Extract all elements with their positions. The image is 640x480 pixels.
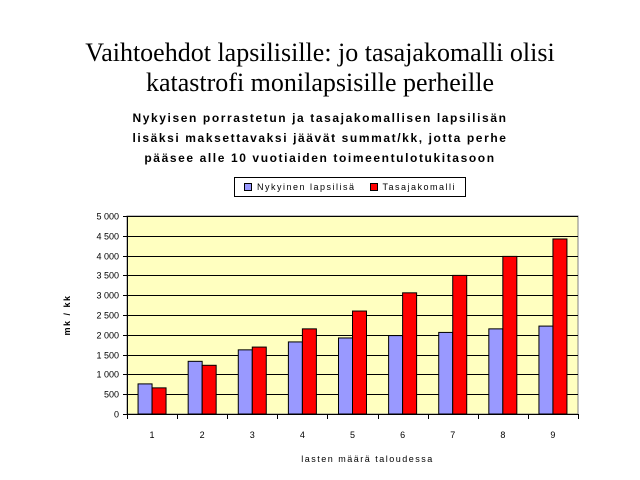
y-tick-label: 3 000 (96, 290, 119, 301)
y-tick-label: 4 000 (96, 251, 119, 262)
bar-nykyinen-2 (188, 361, 202, 414)
bar-nykyinen-7 (439, 332, 453, 414)
bar-nykyinen-8 (489, 329, 503, 414)
bar-tasajako-4 (302, 329, 316, 414)
y-tick-label: 5 000 (96, 211, 119, 222)
y-tick-labels (96, 212, 119, 420)
bar-nykyinen-9 (539, 326, 553, 414)
x-tick-label: 8 (500, 430, 506, 440)
x-tick-label: 4 (299, 430, 305, 440)
y-tick-label: 4 500 (96, 231, 119, 242)
y-tick-label: 0 (113, 409, 119, 420)
y-tick-label: 2 000 (96, 330, 119, 341)
bar-tasajako-6 (403, 293, 417, 414)
x-tick-label: 5 (349, 430, 356, 440)
x-axis-label: lasten määrä taloudessa (301, 454, 434, 464)
x-tick-label: 2 (199, 430, 205, 440)
x-tick-labels (150, 430, 556, 440)
x-tick-label: 6 (400, 430, 406, 440)
y-tick-label: 1 500 (96, 350, 119, 361)
y-tick-label: 1 000 (96, 369, 119, 380)
bar-tasajako-8 (503, 256, 517, 414)
x-tick-label: 9 (550, 430, 556, 440)
slide-title-line-1: Vaihtoehdot lapsilisille: jo tasajakomalli olisi (85, 38, 555, 67)
chart-title-line-2: lisäksi maksettavaksi jäävät summat/kk, jotta perhe (132, 131, 508, 145)
bar-nykyinen-3 (238, 350, 252, 414)
bar-tasajako-9 (553, 239, 567, 414)
bar-tasajako-2 (202, 365, 216, 414)
slide-title-line-2: katastrofi monilapsisille perheille (145, 68, 495, 97)
x-tick-label: 7 (450, 430, 456, 440)
legend-label-tasajako: Tasajakomalli (382, 182, 457, 192)
legend-label-nykyinen: Nykyinen lapsilisä (256, 182, 356, 192)
x-tick-label: 3 (249, 430, 255, 440)
bar-nykyinen-4 (288, 342, 302, 414)
y-tick-label: 2 500 (96, 310, 119, 321)
bar-tasajako-5 (353, 311, 367, 414)
y-tick-label: 500 (103, 389, 119, 400)
bar-nykyinen-1 (138, 384, 152, 414)
bar-tasajako-3 (252, 347, 266, 414)
chart-title-line-3: pääsee alle 10 vuotiaiden toimeentulotukitasoon (144, 151, 496, 165)
bar-nykyinen-5 (339, 338, 353, 414)
chart-title-line-1: Nykyisen porrastetun ja tasajakomallisen lapsilisän (132, 111, 508, 125)
x-tick-label: 1 (149, 430, 155, 440)
y-axis-label: mk / kk (62, 294, 72, 336)
y-tick-label: 3 500 (96, 270, 119, 281)
bar-nykyinen-6 (389, 336, 403, 414)
bar-tasajako-7 (453, 275, 467, 414)
bar-tasajako-1 (152, 388, 166, 414)
